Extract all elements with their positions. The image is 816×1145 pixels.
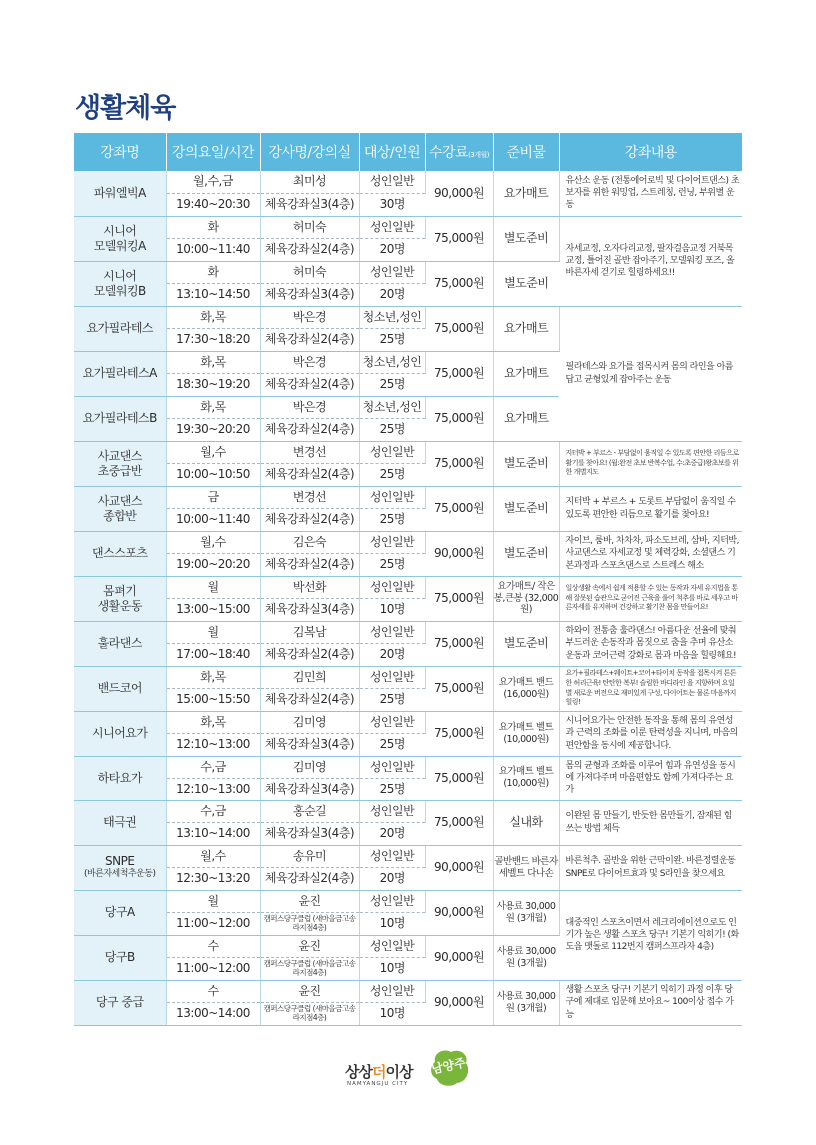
course-name-line2: (바른자세척추운동) [83,869,156,880]
course-name [74,621,166,666]
course-time: 17:00~18:40 [166,643,260,666]
course-room: 체육강좌실2(4층) [260,867,359,890]
course-room: 체육강좌실2(4층) [260,553,359,576]
course-target: 성인일반 [359,261,425,283]
table-row [74,486,742,508]
course-time: 10:00~10:50 [166,463,260,486]
table-row [74,171,742,193]
header-schedule: 강의요일/시간 [166,133,260,171]
course-days: 수 [166,935,260,957]
course-time: 12:10~13:00 [166,733,260,756]
course-prep: 요가매트 밴드 (16,000원) [493,666,559,711]
course-target: 성인일반 [359,800,425,822]
course-name-line2: 종합반 [103,508,137,523]
course-instructor: 윤진 [260,935,359,957]
course-time: 15:00~15:50 [166,688,260,711]
course-prep: 별도준비 [493,486,559,531]
course-name-line1: 당구 중급 [95,995,144,1009]
course-name [74,351,166,396]
course-room: 체육강좌실3(4층) [260,778,359,800]
course-instructor: 변경선 [260,486,359,508]
course-name-line1: 당구A [104,905,135,919]
course-target: 성인일반 [359,441,425,463]
course-name [74,756,166,800]
course-description: 이완된 몸 만들기, 반듯한 몸만들기, 잠재된 힘쓰는 방법 체득 [559,800,742,845]
course-fee: 90,000원 [425,171,493,216]
table-row [74,441,742,463]
city-logo [345,1045,470,1115]
logo-mid: 더 [371,1063,386,1081]
course-room: 체육강좌실2(4층) [260,238,359,261]
course-name [74,171,166,216]
table-row [74,621,742,643]
course-name-line1: 태극권 [103,815,137,829]
course-time: 12:10~13:00 [166,778,260,800]
course-capacity: 20명 [359,867,425,890]
course-name [74,396,166,441]
course-target: 성인일반 [359,216,425,238]
course-capacity: 20명 [359,238,425,261]
course-prep: 별도준비 [493,216,559,261]
course-room: 체육강좌실2(4층) [260,508,359,531]
header-fee-note: (3개월) [468,151,490,159]
course-time: 13:00~15:00 [166,598,260,621]
course-days: 금 [166,486,260,508]
course-capacity: 20명 [359,822,425,845]
course-fee: 90,000원 [425,531,493,576]
course-prep: 별도준비 [493,531,559,576]
course-time: 19:30~20:20 [166,418,260,441]
course-instructor: 윤진 [260,980,359,1002]
course-room: 체육강좌실3(4층) [260,822,359,845]
course-name-line1: 시니어요가 [92,726,148,740]
table-row [74,980,742,1002]
course-target: 청소년,성인 [359,351,425,373]
course-time: 13:10~14:50 [166,283,260,306]
course-name-line1: SNPE [105,854,135,869]
course-name-line2: 생활운동 [97,598,142,613]
course-name [74,576,166,621]
course-name-line2: 초중급반 [97,463,142,478]
table-row [74,756,742,778]
table-row [74,666,742,688]
course-room: 체육강좌실2(4층) [260,688,359,711]
header-fee [425,133,493,171]
course-capacity: 25명 [359,328,425,351]
course-fee: 75,000원 [425,396,493,441]
course-fee: 75,000원 [425,756,493,800]
course-capacity: 25명 [359,688,425,711]
course-name-line1: 시니어 [103,223,137,238]
course-instructor: 김미영 [260,756,359,778]
course-days: 월 [166,890,260,912]
course-fee: 75,000원 [425,306,493,351]
course-name-line1: 사교댄스 [97,493,142,508]
course-time: 10:00~11:40 [166,238,260,261]
logo-subtitle: NAMYANGJU CITY [347,1081,409,1087]
course-target: 성인일반 [359,711,425,733]
header-course: 강좌명 [74,133,166,171]
course-name-line1: 몸펴기 [103,583,137,598]
course-room: 체육강좌실3(4층) [260,283,359,306]
course-instructor: 허미숙 [260,216,359,238]
course-fee: 75,000원 [425,621,493,666]
course-days: 화 [166,261,260,283]
course-instructor: 김은숙 [260,531,359,553]
logo-right: 이상 [385,1063,413,1081]
course-prep: 요가매트/ 작은봉,큰봉 (32,000원) [493,576,559,621]
course-name [74,306,166,351]
course-target: 성인일반 [359,935,425,957]
course-instructor: 김미영 [260,711,359,733]
table-header-row [74,133,742,171]
course-fee: 75,000원 [425,486,493,531]
course-fee: 75,000원 [425,711,493,756]
course-room: 캠퍼스당구클럽 (새마을금고송라지점4층) [260,912,359,935]
course-name [74,261,166,306]
course-time: 12:30~13:20 [166,867,260,890]
course-name [74,441,166,486]
course-target: 성인일반 [359,486,425,508]
course-table [74,133,742,1026]
course-name-line1: 요가필라테스A [82,366,157,380]
course-instructor: 박선화 [260,576,359,598]
course-prep: 실내화 [493,800,559,845]
course-target: 성인일반 [359,980,425,1002]
course-capacity: 25명 [359,733,425,756]
course-name-line1: 당구B [104,950,135,964]
table-row [74,711,742,733]
course-room: 체육강좌실2(4층) [260,643,359,666]
course-prep: 요가매트 [493,396,559,441]
course-name-line1: 파워엘빅A [93,185,146,200]
course-days: 수,금 [166,800,260,822]
course-target: 성인일반 [359,576,425,598]
course-instructor: 최미성 [260,171,359,193]
course-prep: 요가매트 벨트 (10,000원) [493,711,559,756]
course-days: 화,목 [166,306,260,328]
course-description: 일상생활 속에서 쉽게 적용할 수 있는 동작과 자세 유지법을 통해 잘못된 습관으로 굳어진 근육을 풀어 척추를 바로 세우고 바른자세를 유지하며 건강하고 활기찬 몸을 만들어요! [559,576,742,621]
course-prep: 사용료 30,000원 (3개월) [493,980,559,1025]
course-room: 체육강좌실2(4층) [260,328,359,351]
course-fee: 75,000원 [425,216,493,261]
course-room: 캠퍼스당구클럽 (새마을금고송라지점4층) [260,957,359,980]
course-room: 체육강좌실2(4층) [260,373,359,396]
course-fee: 90,000원 [425,935,493,980]
course-prep: 골반밴드 바른자세벨트 다나손 [493,845,559,890]
course-fee: 75,000원 [425,576,493,621]
course-name [74,531,166,576]
course-prep: 사용료 30,000원 (3개월) [493,935,559,980]
course-days: 월 [166,576,260,598]
course-target: 청소년,성인 [359,396,425,418]
course-instructor: 김복남 [260,621,359,643]
course-name-line1: 하타요가 [97,770,142,785]
course-room: 체육강좌실3(4층) [260,193,359,216]
course-prep: 요가매트 [493,351,559,396]
course-fee: 75,000원 [425,666,493,711]
page-title: 생활체육 [75,93,176,124]
course-name-line2: 모델워킹A [93,238,146,253]
course-fee: 75,000원 [425,441,493,486]
table-row [74,576,742,598]
course-instructor: 변경선 [260,441,359,463]
course-room: 체육강좌실2(4층) [260,463,359,486]
course-days: 월 [166,621,260,643]
course-capacity: 10명 [359,912,425,935]
course-instructor: 허미숙 [260,261,359,283]
course-prep: 별도준비 [493,441,559,486]
table-row [74,890,742,912]
course-target: 성인일반 [359,890,425,912]
course-name [74,216,166,261]
course-description: 몸의 균형과 조화를 이루어 힘과 유연성을 동시에 가져다주며 마음편함도 함께 가져다주는 요가 [559,756,742,800]
course-target: 성인일반 [359,756,425,778]
course-description: 시니어요가는 안전한 동작을 통해 몸의 유연성과 근력의 조화를 이룬 탄력성을 지니며, 마음의 편안함을 동시에 제공합니다. [559,711,742,756]
course-prep: 별도준비 [493,621,559,666]
course-description: 지터박 + 부르스 - 부담없이 움직일 수 있도록 편안한 리듬으로 활기를 찾아요! (월:완전 초보 반복수업, 수:초중급)왕초보를 위한 개별지도 [559,441,742,486]
course-capacity: 25명 [359,508,425,531]
course-days: 월,수 [166,441,260,463]
course-room: 체육강좌실3(4층) [260,733,359,756]
course-capacity: 25명 [359,373,425,396]
course-instructor: 박은경 [260,351,359,373]
course-capacity: 25명 [359,418,425,441]
course-name-line1: 훌라댄스 [97,636,142,650]
course-days: 화 [166,216,260,238]
course-fee: 90,000원 [425,890,493,935]
table-row [74,306,742,328]
course-target: 성인일반 [359,621,425,643]
course-days: 월,수 [166,531,260,553]
course-prep: 별도준비 [493,261,559,306]
course-room: 체육강좌실3(4층) [260,598,359,621]
course-name-line1: 요가필라테스B [82,411,157,425]
course-capacity: 25명 [359,553,425,576]
course-description: 자세교정, 오자다리교정, 팔자걸음교정 거북목교정, 틀어진 골반 잡아주기, 모델워킹 포즈, 올바른자세 걷기로 힐링하세요!! [559,216,742,306]
course-description: 하와이 전통춤 훌라댄스! 아름다운 선율에 맞춰 부드러운 손동작과 몸짓으로 춤을 추며 유산소 운동과 코어근력 강화로 몸과 마음을 힐링해요! [559,621,742,666]
logo-left: 상상 [345,1063,372,1081]
table-row [74,531,742,553]
header-fee-label: 수강료 [428,145,469,161]
course-capacity: 10명 [359,598,425,621]
course-fee: 90,000원 [425,845,493,890]
course-name-line2: 모델워킹B [93,283,146,298]
course-target: 성인일반 [359,845,425,867]
course-capacity: 25명 [359,778,425,800]
course-time: 10:00~11:40 [166,508,260,531]
header-prep: 준비물 [493,133,559,171]
course-time: 13:10~14:00 [166,822,260,845]
course-time: 19:40~20:30 [166,193,260,216]
course-name [74,845,166,890]
course-capacity: 30명 [359,193,425,216]
course-target: 성인일반 [359,666,425,688]
course-room: 체육강좌실2(4층) [260,418,359,441]
course-instructor: 김민희 [260,666,359,688]
table-row [74,800,742,822]
course-name [74,935,166,980]
course-name-line1: 요가필라테스 [86,321,154,335]
course-prep: 요가매트 [493,171,559,216]
course-name [74,890,166,935]
course-days: 월,수,금 [166,171,260,193]
course-name-line1: 시니어 [103,268,137,283]
course-name [74,486,166,531]
course-description: 생활 스포츠 당구! 기본기 익히기 과정 이후 당구에 제대로 입문해 보아요~ 100이상 접수 가능 [559,980,742,1025]
course-name-line1: 밴드코어 [97,681,142,695]
course-days: 화,목 [166,666,260,688]
course-description: 요가+필라테스+웨이트+코어+타이치 동작을 접목시켜 튼튼한 허리근육! 탄탄한 복부! 슬림한 바디라인 을 지향하며 요일별 새로운 버전으로 재미있게 구성, 다이어트는 물론 마음까지 힐링! [559,666,742,711]
course-time: 17:30~18:20 [166,328,260,351]
course-capacity: 25명 [359,463,425,486]
course-room: 캠퍼스당구클럽 (새마을금고송라지점4층) [260,1002,359,1025]
course-instructor: 송유미 [260,845,359,867]
course-name [74,980,166,1025]
course-days: 월,수 [166,845,260,867]
course-fee: 75,000원 [425,800,493,845]
course-days: 화,목 [166,711,260,733]
course-instructor: 박은경 [260,306,359,328]
course-days: 화,목 [166,396,260,418]
course-name-line1: 사교댄스 [97,448,142,463]
course-capacity: 20명 [359,283,425,306]
course-days: 수 [166,980,260,1002]
course-name [74,800,166,845]
course-instructor: 홍순길 [260,800,359,822]
course-time: 13:00~14:00 [166,1002,260,1025]
course-fee: 90,000원 [425,980,493,1025]
course-description: 필라테스와 요가를 접목시켜 몸의 라인을 아름답고 균형있게 잡아주는 운동 [559,306,742,441]
course-capacity: 10명 [359,957,425,980]
course-prep: 사용료 30,000원 (3개월) [493,890,559,935]
logo-badge-text: 남양주 [430,1055,467,1077]
course-name [74,711,166,756]
header-instructor: 강사명/강의실 [260,133,359,171]
course-description: 대중적인 스포츠이면서 레크리에이션으로도 인기가 높은 생활 스포츠 당구! 기본기 익히기! (화도읍 맷돌로 112번지 캠퍼스프라자 4층) [559,890,742,980]
course-target: 성인일반 [359,531,425,553]
course-name-line1: 댄스스포츠 [92,546,148,560]
course-description: 바른척추. 골반을 위한 근막이완. 바른정렬운동 SNPE로 다이어트효과 및 S라인을 찾으세요 [559,845,742,890]
course-target: 청소년,성인 [359,306,425,328]
course-prep: 요가매트 벨트 (10,000원) [493,756,559,800]
course-instructor: 윤진 [260,890,359,912]
course-target: 성인일반 [359,171,425,193]
course-time: 19:00~20:20 [166,553,260,576]
header-target: 대상/인원 [359,133,425,171]
course-description: 자이브, 룸바, 차차차, 파소도브레, 삼바, 지터박, 사교댄스로 자세교정 및 체력강화, 소셜댄스 기본과정과 스포츠댄스로 스트레스 해소 [559,531,742,576]
course-time: 18:30~19:20 [166,373,260,396]
course-name [74,666,166,711]
course-capacity: 10명 [359,1002,425,1025]
header-desc: 강좌내용 [559,133,742,171]
course-fee: 75,000원 [425,351,493,396]
table-row [74,845,742,867]
course-instructor: 박은경 [260,396,359,418]
course-days: 수,금 [166,756,260,778]
course-fee: 75,000원 [425,261,493,306]
table-row [74,216,742,238]
course-time: 11:00~12:00 [166,957,260,980]
course-days: 화,목 [166,351,260,373]
course-description: 지터박 + 부르스 + 도롯트 부담없이 움직일 수 있도록 편안한 리듬으로 활기를 찾아요! [559,486,742,531]
course-description: 유산소 운동 (전통에어로빅 및 다이어트댄스) 초보자를 위한 워밍업, 스트레칭, 런닝, 부위별 운동 [559,171,742,216]
course-time: 11:00~12:00 [166,912,260,935]
course-prep: 요가매트 [493,306,559,351]
logo-wordmark [345,1061,412,1082]
course-capacity: 20명 [359,643,425,666]
